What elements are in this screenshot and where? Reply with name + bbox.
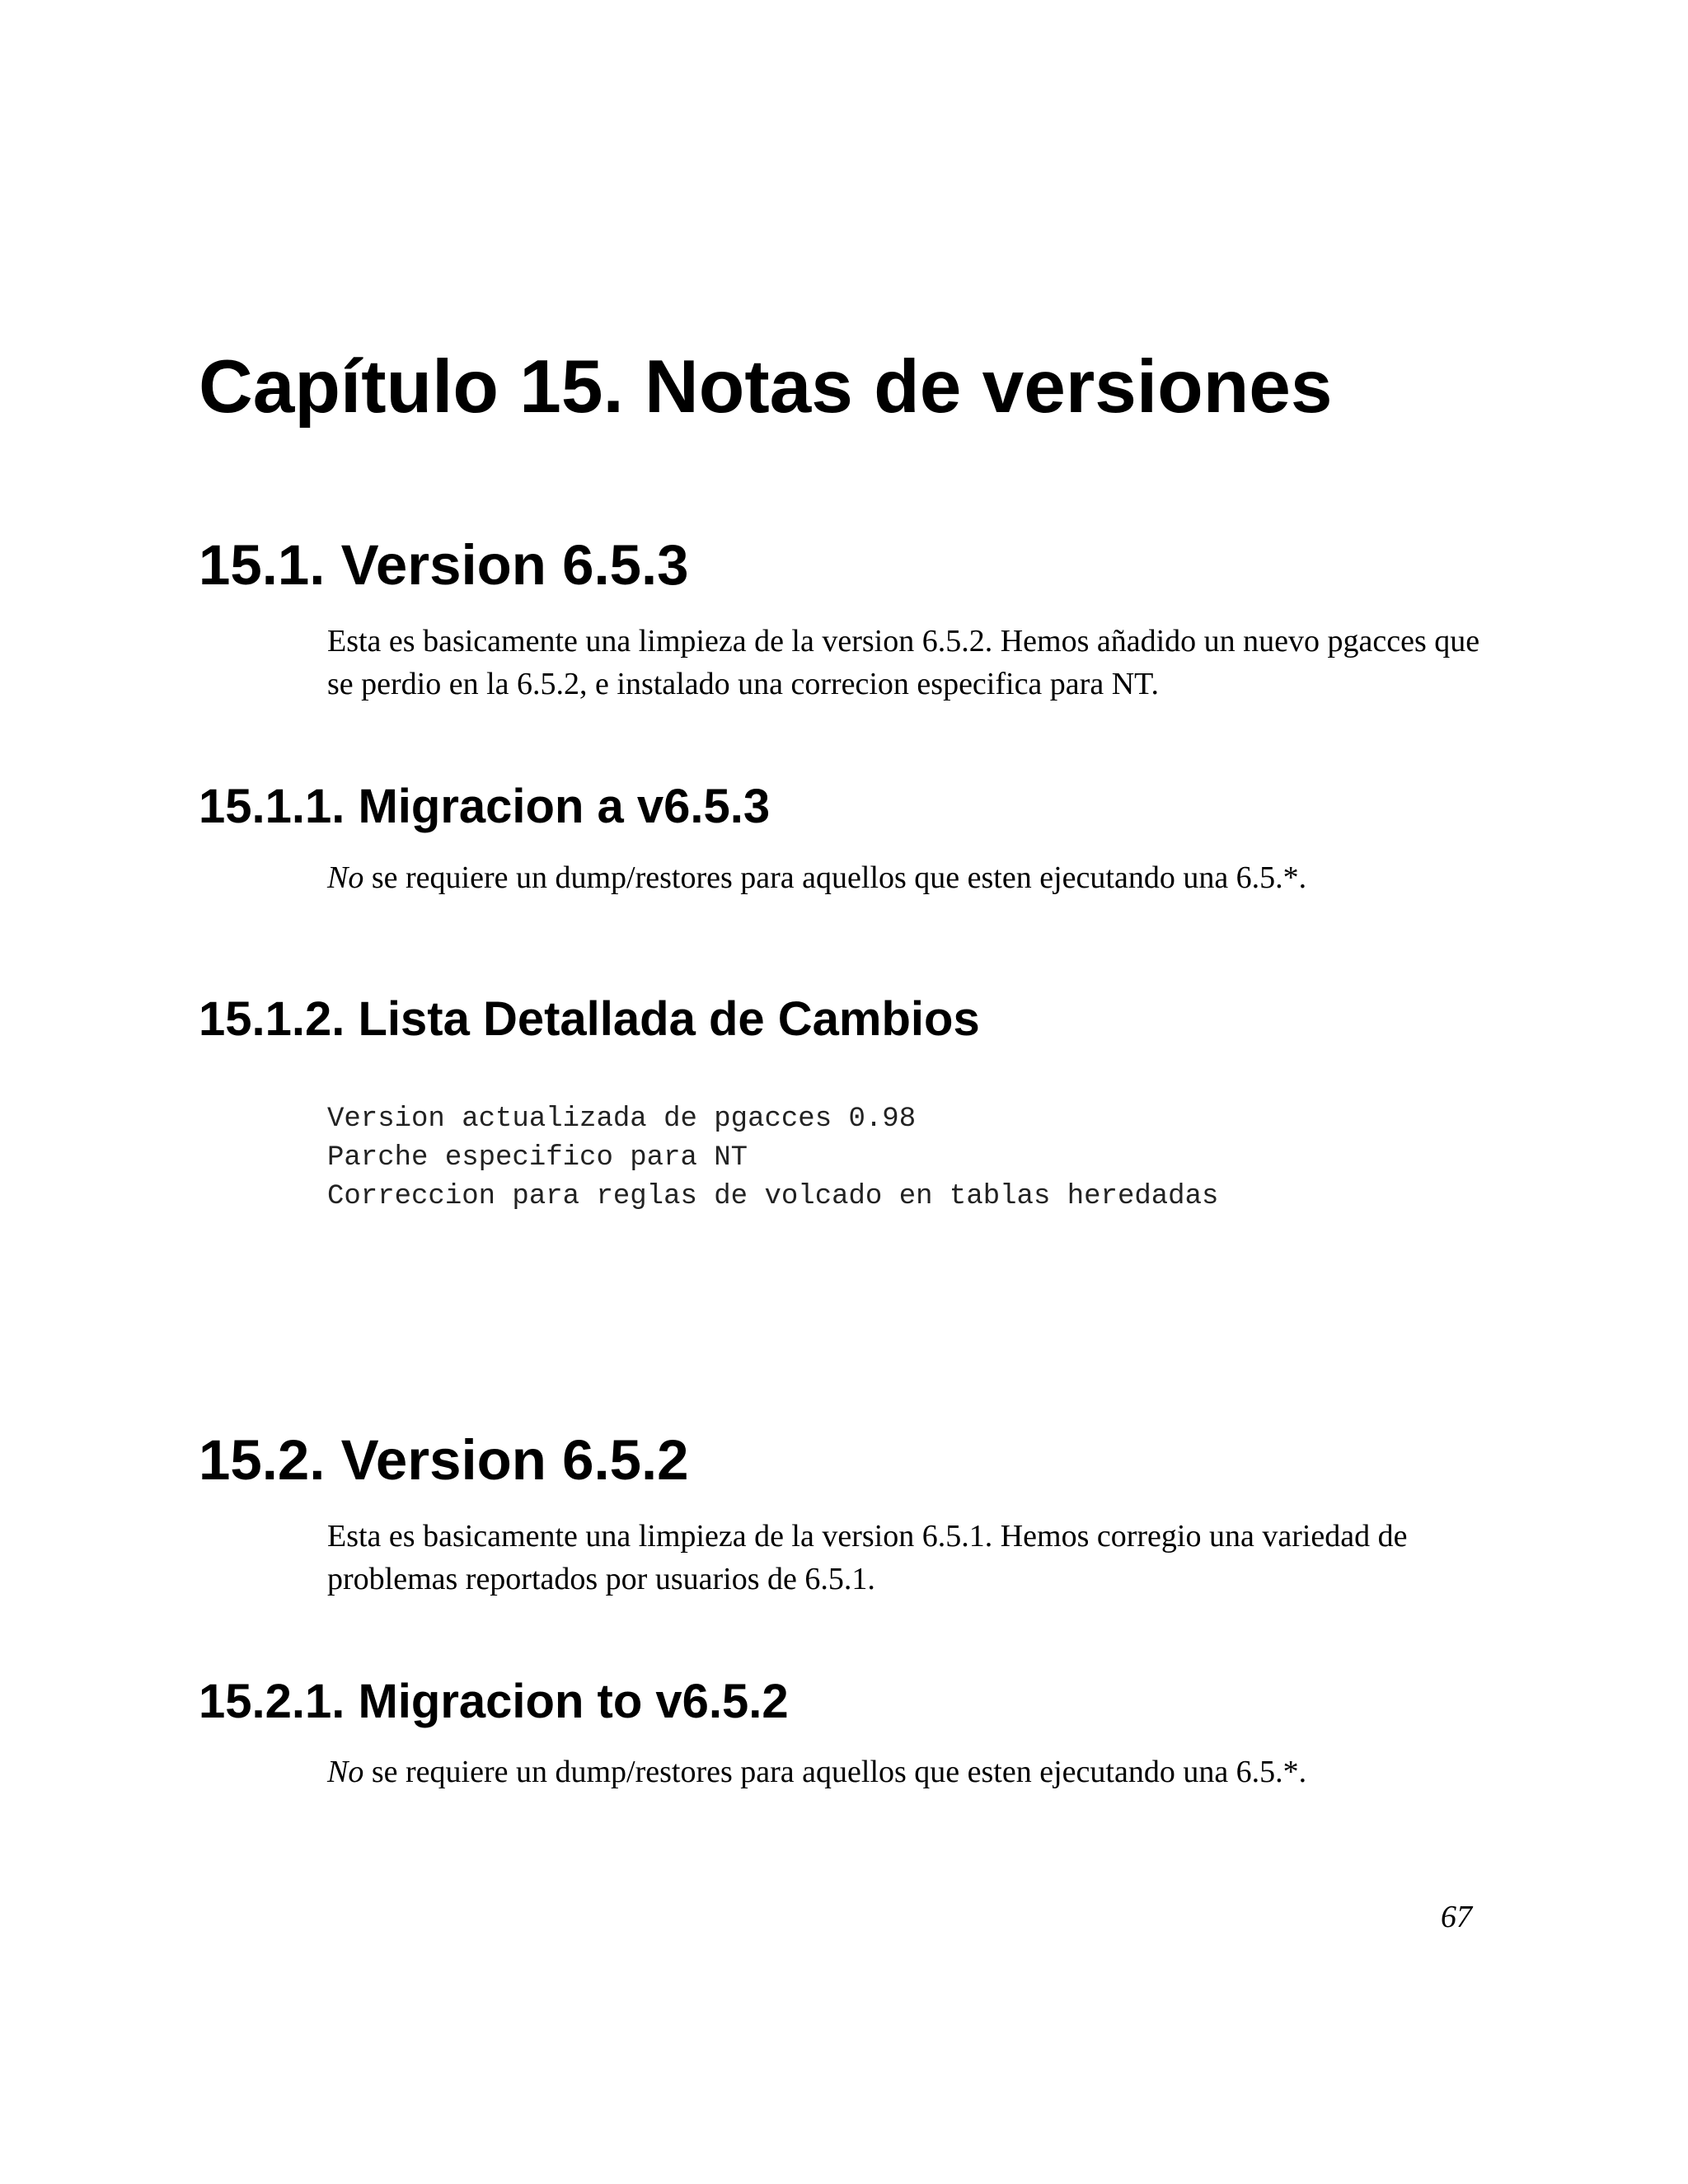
section-intro-6-5-2: Esta es basicamente una limpieza de la version 6.5.1. Hemos corregio una variedad de problemas reportados por usuarios de 6.5.1.	[327, 1519, 1408, 1596]
section-heading-6-5-2: 15.2. Version 6.5.2	[199, 1428, 689, 1492]
change-item: Parche especifico para NT	[327, 1142, 748, 1174]
migration-note-text: se requiere un dump/restores para aquellos que esten ejecutando una 6.5.*.	[363, 860, 1307, 895]
migration-note-6-5-2	[327, 1750, 1498, 1793]
migration-note-6-5-3	[327, 856, 1498, 899]
change-item: Version actualizada de pgacces 0.98	[327, 1104, 917, 1135]
section-heading-6-5-3: 15.1. Version 6.5.3	[199, 533, 689, 597]
changes-list	[327, 1100, 1218, 1216]
migration-note-text: se requiere un dump/restores para aquellos que esten ejecutando una 6.5.*.	[363, 1755, 1307, 1789]
migration-heading-6-5-3: 15.1.1. Migracion a v6.5.3	[199, 780, 771, 833]
migration-heading-6-5-2: 15.2.1. Migracion to v6.5.2	[199, 1675, 789, 1728]
page-number: 67	[1441, 1900, 1472, 1934]
emphasis-no: No	[327, 1755, 364, 1789]
change-item: Correccion para reglas de volcado en tablas heredadas	[327, 1181, 1219, 1212]
changes-heading-6-5-3: 15.1.2. Lista Detallada de Cambios	[199, 992, 980, 1046]
section-intro-6-5-3: Esta es basicamente una limpieza de la version 6.5.2. Hemos añadido un nuevo pgacces que se perdio en la 6.5.2, e instalado una correcion especifica para NT.	[327, 624, 1480, 701]
chapter-title: Capítulo 15. Notas de versiones	[199, 345, 1333, 429]
emphasis-no: No	[327, 860, 364, 895]
